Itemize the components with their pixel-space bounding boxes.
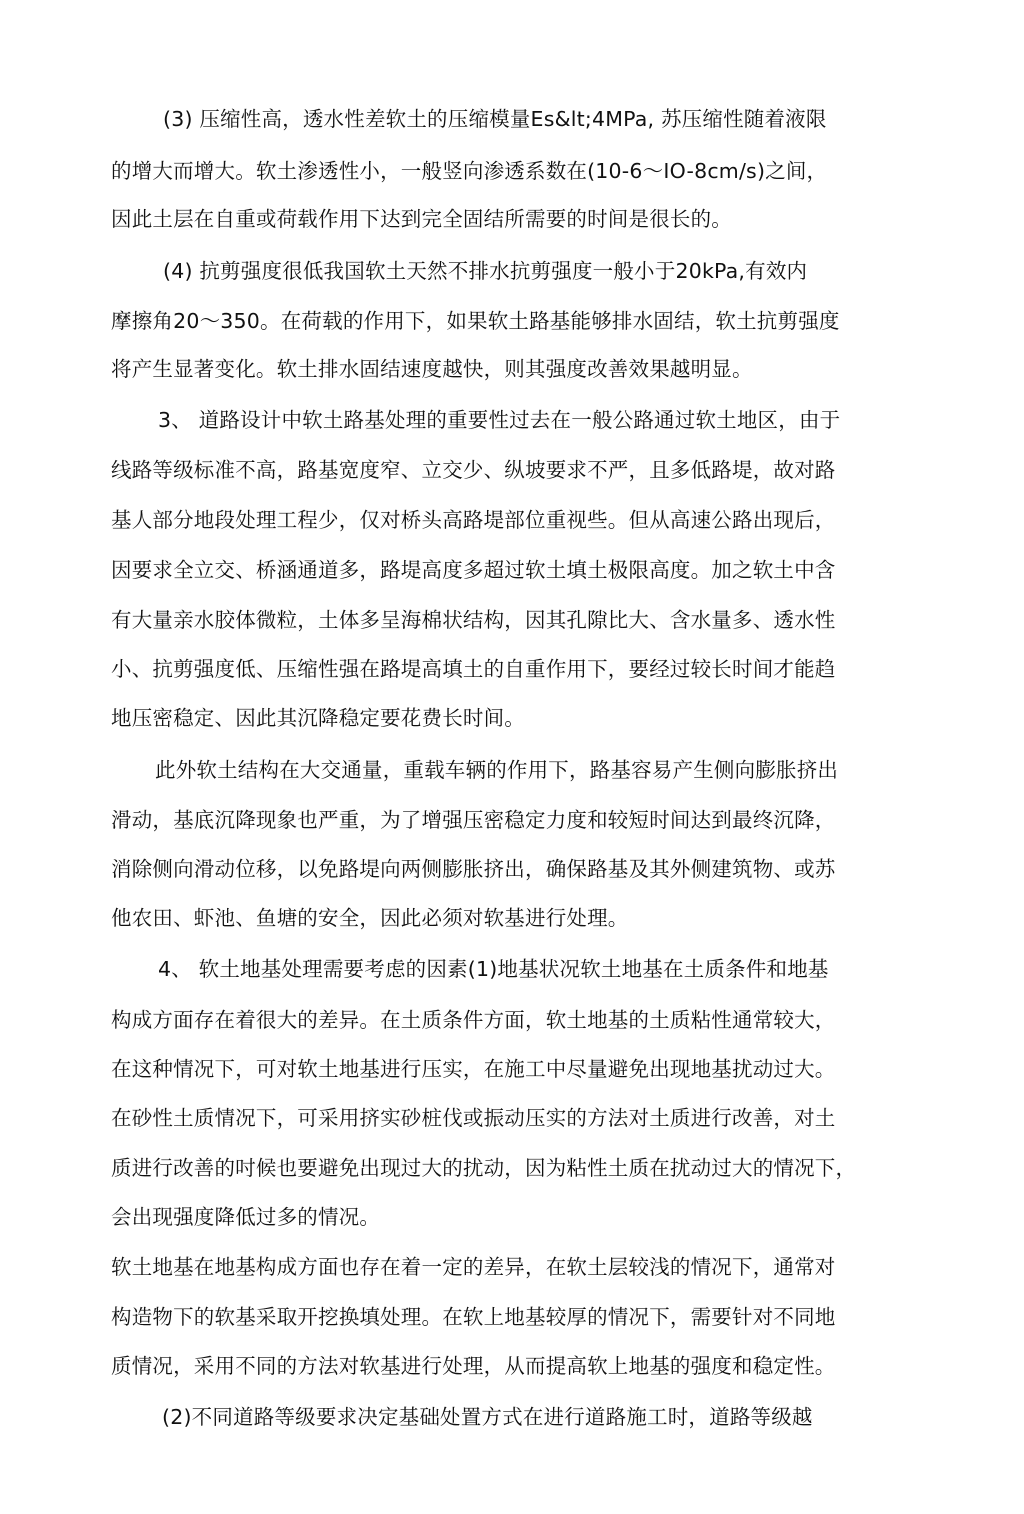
- text-line: 3、 道路设计中软土路基处理的重要性过去在一般公路通过软土地区，由于: [158, 408, 841, 432]
- text-line: 地压密稳定、因此其沉降稳定要花费长时间。: [111, 706, 525, 730]
- text-line: 摩擦角20～350。在荷载的作用下，如果软土路基能够排水固结，软土抗剪强度: [111, 309, 840, 333]
- text-line: 在砂性土质情况下，可采用挤实砂桩伐或振动压实的方法对土质进行改善，对土: [111, 1106, 836, 1130]
- text-line: 4、 软土地基处理需要考虑的因素(1)地基状况软土地基在土质条件和地基: [158, 957, 829, 981]
- text-line: 有大量亲水胶体微粒，土体多呈海棉状结构，因其孔隙比大、含水量多、透水性: [111, 608, 836, 632]
- text-line: 构造物下的软基采取开挖换填处理。在软上地基较厚的情况下，需要针对不同地: [111, 1305, 836, 1329]
- text-line: 的增大而增大。软土渗透性小，一般竖向渗透系数在(10-6～IO-8cm/s)之间，: [111, 159, 828, 183]
- text-line: 因此土层在自重或荷载作用下达到完全固结所需要的时间是很长的。: [111, 207, 732, 231]
- text-line: 会出现强度降低过多的情况。: [111, 1205, 381, 1229]
- text-line: 他农田、虾池、鱼塘的安全，因此必须对软基进行处理。: [111, 906, 629, 930]
- text-line: (4) 抗剪强度很低我国软土天然不排水抗剪强度一般小于20kPa,有效内: [163, 259, 808, 283]
- text-line: 滑动，基底沉降现象也严重，为了增强压密稳定力度和较短时间达到最终沉降，: [111, 808, 836, 832]
- text-line: 因要求全立交、桥涵通道多，路堤高度多超过软土填土极限高度。加之软土中含: [111, 558, 836, 582]
- text-line: 软土地基在地基构成方面也存在着一定的差异，在软土层较浅的情况下，通常对: [111, 1255, 836, 1279]
- text-line: 将产生显著变化。软土排水固结速度越快，则其强度改善效果越明显。: [111, 357, 753, 381]
- text-line: 此外软土结构在大交通量，重载车辆的作用下，路基容易产生侧向膨胀挤出: [155, 758, 839, 782]
- text-line: (2)不同道路等级要求决定基础处置方式在进行道路施工时，道路等级越: [162, 1405, 813, 1429]
- text-line: 构成方面存在着很大的差异。在土质条件方面，软土地基的土质粘性通常较大，: [111, 1008, 836, 1032]
- text-line: 消除侧向滑动位移，以免路堤向两侧膨胀挤出，确保路基及其外侧建筑物、或苏: [111, 857, 836, 881]
- text-line: 线路等级标准不高，路基宽度窄、立交少、纵坡要求不严，且多低路堤，故对路: [111, 458, 836, 482]
- text-line: 基人部分地段处理工程少，仅对桥头高路堤部位重视些。但从高速公路出现后，: [111, 508, 836, 532]
- text-line: 小、抗剪强度低、压缩性强在路堤高填土的自重作用下，要经过较长时间才能趋: [111, 657, 836, 681]
- text-line: 质情况，采用不同的方法对软基进行处理，从而提高软上地基的强度和稳定性。: [111, 1354, 836, 1378]
- text-line: 质进行改善的吋候也要避免出现过大的扰动，因为粘性土质在扰动过大的情况下，: [111, 1156, 857, 1180]
- text-line: 在这种情况下，可对软土地基进行压实，在施工中尽量避免出现地基扰动过大。: [111, 1057, 836, 1081]
- text-line: (3) 压缩性高，透水性差软土的压缩模量Es&lt;4MPa, 苏压缩性随着液限: [163, 107, 827, 131]
